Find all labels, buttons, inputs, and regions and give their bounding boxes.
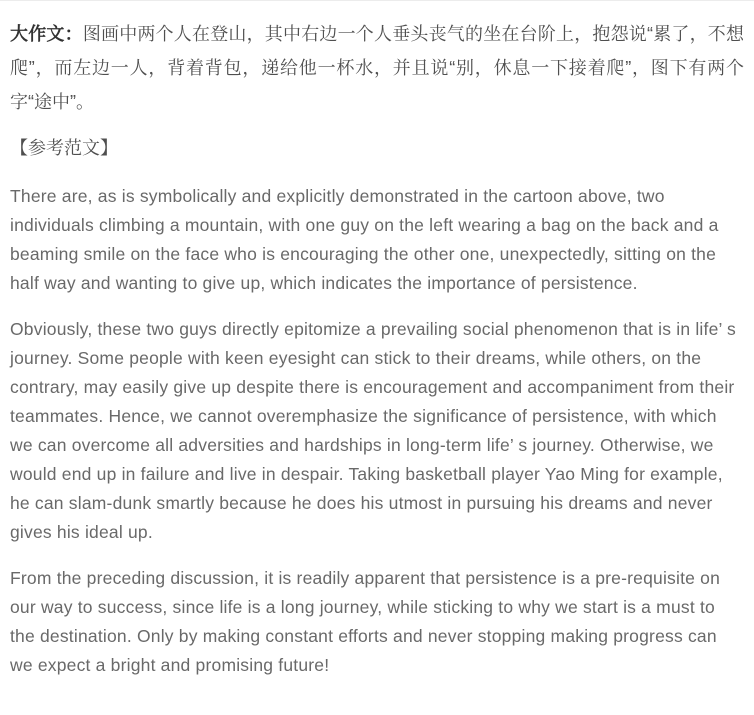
essay-paragraph-3: From the preceding discussion, it is readily apparent that persistence is a pre-requisite on our way to success, since life is a long journey, while sticking to why we start is a must to the destination. Only by making constant efforts and never stopping making progress can we expect a bright and promising future!	[10, 568, 721, 675]
essay-prompt-paragraph	[10, 17, 744, 119]
essay-paragraph-2: Obviously, these two guys directly epitomize a prevailing social phenomenon that is in life’ s journey. Some people with keen eyesight can stick to their dreams, while others, on the contrary, may easily give up despite there is encouragement and accompaniment from their teammates. Hence, we cannot overemphasize the significance of persistence, with which we can overcome all adversities and hardships in long-term life’ s journey. Otherwise, we would end up in failure and live in despair. Taking basketball player Yao Ming for example, he can slam-dunk smartly because he does his utmost in pursuing his dreams and never gives his ideal up.	[10, 319, 736, 542]
essay-paragraph-1: There are, as is symbolically and explicitly demonstrated in the cartoon above, two individuals climbing a mountain, with one guy on the left wearing a bag on the back and a beaming smile on the face who is encouraging the other one, unexpectedly, sitting on the half way and wanting to give up, which indicates the importance of persistence.	[10, 186, 719, 293]
essay-prompt-label: 大作文：	[10, 24, 83, 44]
reference-essay-heading: 【参考范文】	[10, 138, 118, 158]
essay-prompt-text: 图画中两个人在登山，其中右边一个人垂头丧气的坐在台阶上，抱怨说“累了，不想爬”，而左边一人，背着背包，递给他一杯水，并且说“别，休息一下接着爬”，图下有两个字“途中”。	[10, 24, 745, 112]
